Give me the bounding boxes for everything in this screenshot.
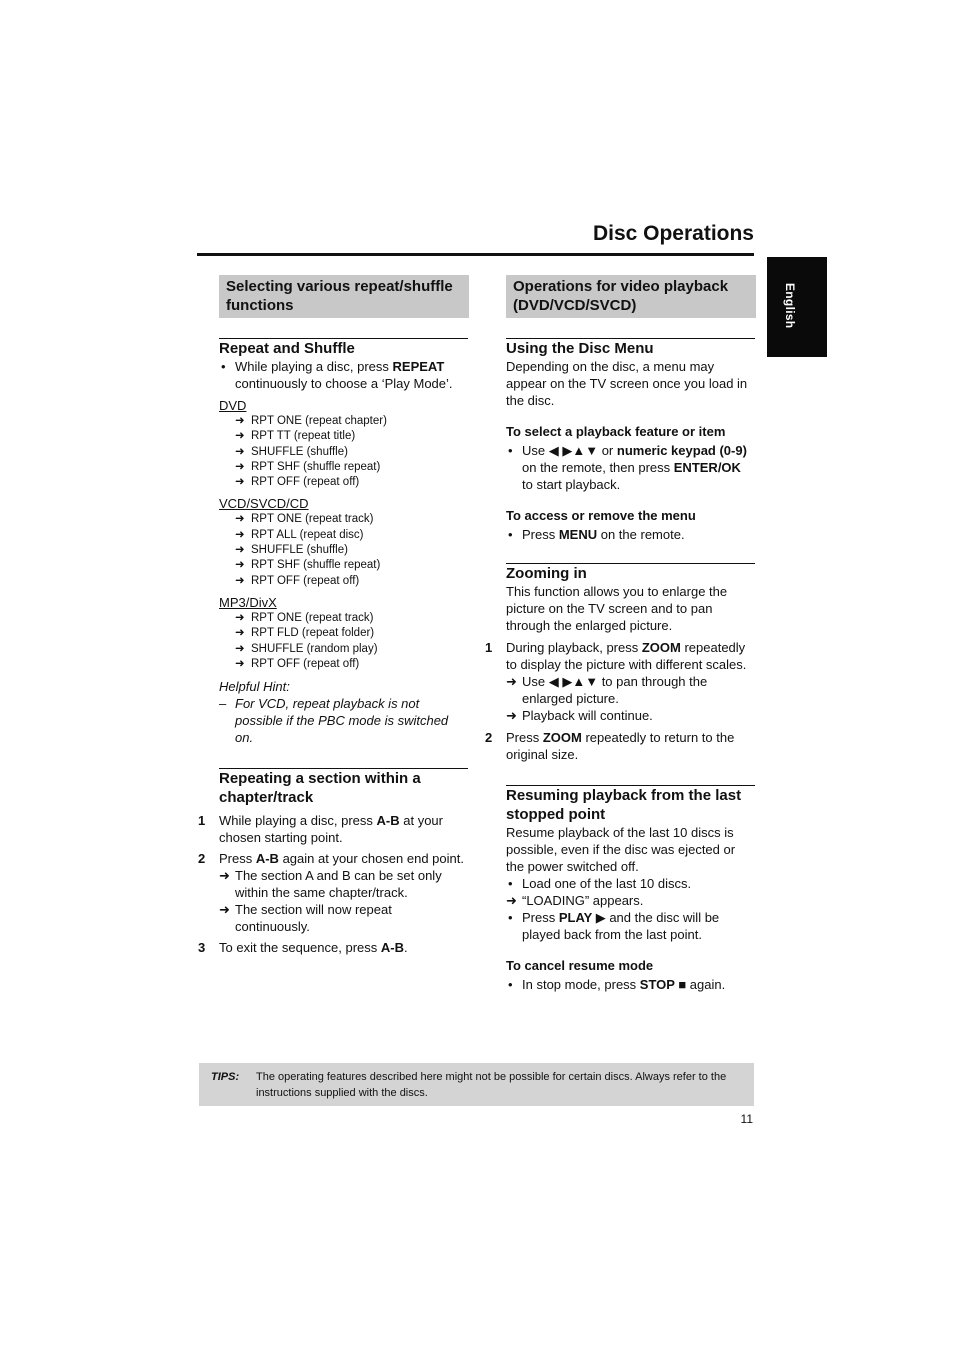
zoom-note-1: ➜ Use ◀ ▶▲▼ to pan through the enlarged picture. [506,674,708,706]
list-item: ➜ RPT OFF (repeat off) [235,574,360,587]
list-item: ➜ RPT ONE (repeat track) [235,611,374,624]
list-item: ➜ SHUFFLE (random play) [235,642,378,655]
list-item: ➜ RPT ONE (repeat chapter) [235,415,387,427]
resume-intro: Resume playback of the last 10 discs is possible, even if the disc was ejected or the power switched off. [506,825,736,874]
step-1: 1 While playing a disc, press A-B at your chosen starting point. [198,813,443,846]
mp3-mode-list [219,611,468,672]
step-3: 3 To exit the sequence, press A-B. [198,940,408,956]
page-number: 11 [740,1112,753,1126]
language-tab [767,257,827,357]
subheading-select-feature: To select a playback feature or item [506,424,726,439]
heading-disc-menu: Using the Disc Menu [506,340,654,357]
title-rule [197,253,754,256]
tips-label: TIPS: [211,1071,240,1083]
language-tab-label: English [783,283,797,329]
heading-repeat-shuffle: Repeat and Shuffle [219,340,355,357]
helpful-hint-text: – For VCD, repeat playback is not possible if the PBC mode is switched on. [219,696,449,746]
mode-label-vcd: VCD/SVCD/CD [219,496,309,512]
list-item: ➜ SHUFFLE (shuffle) [235,445,348,458]
subheading-access-menu: To access or remove the menu [506,508,696,523]
list-item: ➜ RPT OFF (repeat off) [235,476,360,489]
mode-label-dvd: DVD [219,398,247,413]
resume-bullet-1: • Load one of the last 10 discs. [506,875,755,892]
helpful-hint-label: Helpful Hint: [219,679,290,695]
select-feature-bullet: • Use ◀ ▶▲▼ or numeric keypad (0-9) on the remote, then press ENTER/OK to start playback. [506,442,755,493]
zoom-step-2: 2 Press ZOOM repeatedly to return to the original size. [485,730,735,762]
step-2-note-1: ➜ The section A and B can be set only within the same chapter/track. [219,868,442,901]
heading-repeat-section: Repeating a section within a chapter/track [219,770,421,807]
access-menu-bullet: • Press MENU on the remote. [506,526,755,543]
list-item: ➜ RPT ALL (repeat disc) [235,528,364,541]
right-column [485,275,755,993]
zoom-intro: This function allows you to enlarge the picture on the TV screen and to pan through the enlarged picture. [506,584,728,633]
tips-text: The operating features described here might not be possible for certain discs. Always refer to the instructions supplied with the discs. [256,1071,727,1099]
section-title-repeat-shuffle: Selecting various repeat/shuffle functions [219,275,469,318]
heading-zoom: Zooming in [506,565,587,582]
subheading-cancel-resume: To cancel resume mode [506,958,654,973]
list-item: ➜ RPT FLD (repeat folder) [235,627,375,640]
list-item: ➜ RPT ONE (repeat track) [235,513,374,526]
step-2: 2 Press A-B again at your chosen end point. [198,851,464,867]
list-item: ➜ RPT TT (repeat title) [235,430,356,443]
dvd-mode-list [219,414,468,490]
zoom-step-1: 1 During playback, press ZOOM repeatedly to display the picture with different scales. [485,640,747,672]
vcd-mode-list [219,512,468,588]
mode-label-mp3: MP3/DivX [219,594,277,610]
step-2-note-2: ➜ The section will now repeat continuously. [219,902,392,935]
heading-resume: Resuming playback from the last stopped point [506,787,742,823]
list-item: ➜ RPT OFF (repeat off) [235,657,360,670]
list-item: ➜ RPT SHF (shuffle repeat) [235,460,381,473]
cancel-resume-bullet: • In stop mode, press STOP ■ again. [506,976,755,993]
page-title: Disc Operations [592,222,754,245]
resume-note-1: ➜ “LOADING” appears. [506,893,644,908]
left-column [198,275,468,956]
zoom-note-2: ➜ Playback will continue. [506,708,653,723]
resume-bullet-2: • Press PLAY ▶ and the disc will be played back from the last point. [506,909,755,943]
repeat-bullet: • While playing a disc, press REPEAT continuously to choose a ‘Play Mode’. [219,358,468,392]
tips-box [199,1063,754,1106]
list-item: ➜ SHUFFLE (shuffle) [235,544,348,557]
list-item: ➜ RPT SHF (shuffle repeat) [235,559,381,572]
section-title-video-playback: Operations for video playback (DVD/VCD/SVCD) [506,275,756,318]
disc-menu-intro: Depending on the disc, a menu may appear on the TV screen once you load in the disc. [506,359,748,408]
